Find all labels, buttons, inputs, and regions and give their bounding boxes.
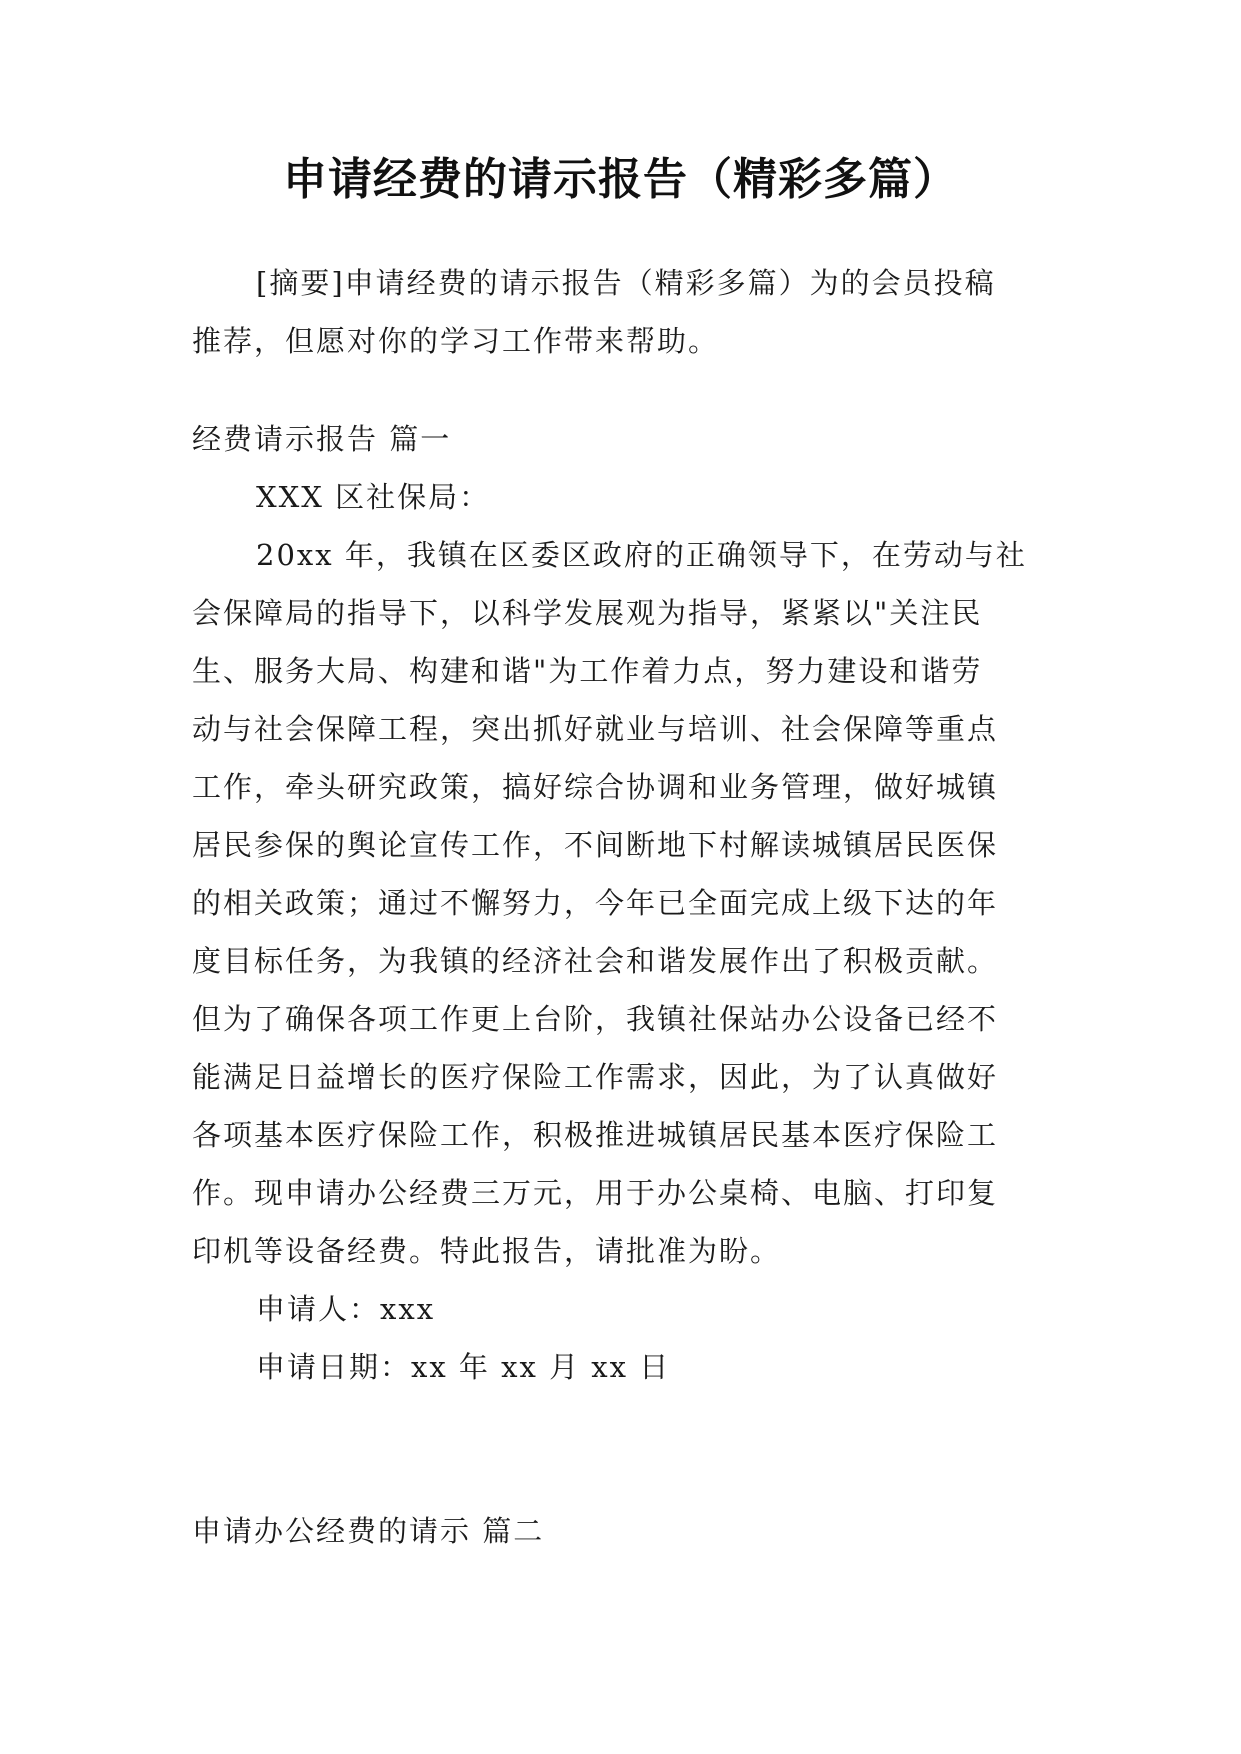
salutation: XXX 区社保局： (256, 480, 491, 514)
section-heading: 经费请示报告 篇一 (192, 422, 452, 456)
body-line: 印机等设备经费。特此报告，请批准为盼。 (192, 1234, 782, 1268)
body-line: 能满足日益增长的医疗保险工作需求，因此，为了认真做好 (192, 1060, 999, 1094)
body-line: 生、服务大局、构建和谐"为工作着力点，努力建设和谐劳 (192, 654, 983, 688)
body-line: 但为了确保各项工作更上台阶，我镇社保站办公设备已经不 (192, 1002, 999, 1036)
body-line: 作。现申请办公经费三万元，用于办公桌椅、电脑、打印复 (192, 1176, 999, 1210)
body-line: 各项基本医疗保险工作，积极推进城镇居民基本医疗保险工 (192, 1118, 999, 1152)
section-two (192, 1502, 1052, 1560)
body-line: 的相关政策；通过不懈努力，今年已全面完成上级下达的年 (192, 886, 999, 920)
body-line: 会保障局的指导下，以科学发展观为指导，紧紧以"关注民 (192, 596, 983, 630)
section-heading: 申请办公经费的请示 篇二 (192, 1514, 545, 1548)
body-line: 动与社会保障工程，突出抓好就业与培训、社会保障等重点 (192, 712, 999, 746)
abstract (192, 254, 1052, 370)
document-title: 申请经费的请示报告（精彩多篇） (283, 154, 958, 205)
body-line: 20xx 年，我镇在区委区政府的正确领导下，在劳动与社 (256, 538, 1027, 572)
body-line: 居民参保的舆论宣传工作，不间断地下村解读城镇居民医保 (192, 828, 999, 862)
body-line: 工作，牵头研究政策，搞好综合协调和业务管理，做好城镇 (192, 770, 999, 804)
section-one (192, 410, 1052, 1396)
body-line: 度目标任务，为我镇的经济社会和谐发展作出了积极贡献。 (192, 944, 999, 978)
date-line: 申请日期：xx 年 xx 月 xx 日 (256, 1350, 671, 1384)
abstract-line: [摘要]申请经费的请示报告（精彩多篇）为的会员投稿 (256, 266, 996, 300)
applicant-line: 申请人：xxx (256, 1292, 436, 1326)
abstract-line: 推荐，但愿对你的学习工作带来帮助。 (192, 324, 720, 358)
